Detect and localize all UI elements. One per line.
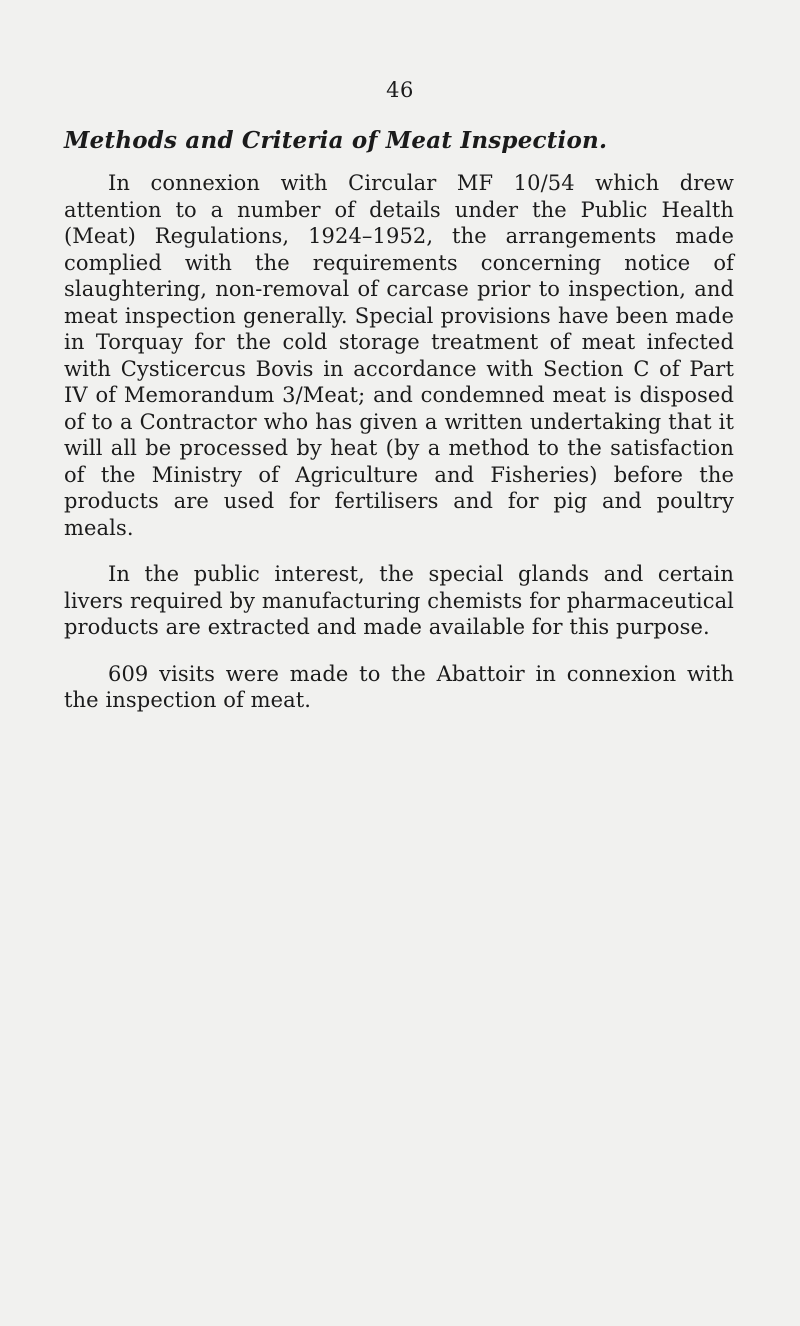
paragraph-abattoir-visits: 609 visits were made to the Abattoir in connexion with the inspection of meat. xyxy=(64,661,734,712)
document-body xyxy=(64,126,734,734)
paragraph-meat-regulations: In connexion with Circular MF 10/54 which drew attention to a number of details under the Public Health (Meat) Regulations, 1924–1952, the arrangements made complied with the requirements concerning notice of slaughtering, non-removal of carcase prior to inspection, and meat inspection generally. Special provisions have been made in Torquay for the cold storage treatment of meat infected with Cysticercus Bovis in accordance with Section C of Part IV of Memorandum 3/Meat; and condemned meat is disposed of to a Contractor who has given a written undertaking that it will all be processed by heat (by a method to the satisfaction of the Ministry of Agriculture and Fisheries) before the products are used for fertilisers and for pig and poultry meals. xyxy=(64,171,734,540)
page-number: 46 xyxy=(386,78,414,102)
section-heading: Methods and Criteria of Meat Inspection. xyxy=(64,127,608,154)
paragraph-glands-livers: In the public interest, the special glands and certain livers required by manufacturing chemists for pharmaceutical products are extracted and made available for this purpose. xyxy=(64,562,734,639)
